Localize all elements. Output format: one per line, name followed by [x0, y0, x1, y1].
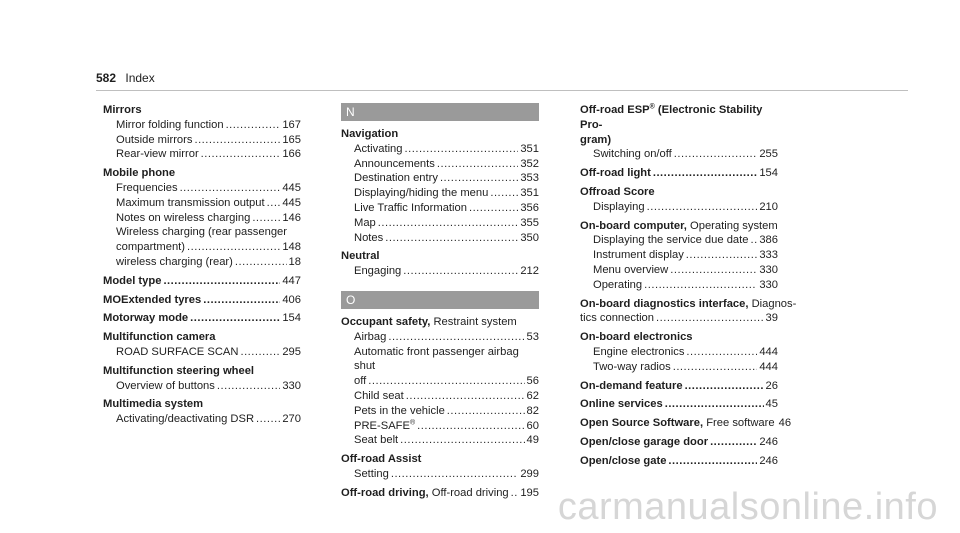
index-entry-mobile-phone [103, 166, 301, 270]
subentry-label: off [354, 375, 367, 388]
page-ref: 212 [520, 265, 539, 278]
index-subentry[interactable] [103, 412, 301, 427]
index-subentry[interactable] [580, 147, 778, 162]
index-entry-moextended-tyres[interactable] [103, 293, 301, 308]
subentry-label: Engaging [354, 265, 402, 278]
page-ref: 356 [520, 201, 539, 214]
page-ref: 270 [282, 413, 301, 426]
leader-dots [417, 419, 524, 434]
leader-dots [194, 133, 280, 148]
section-title: Index [125, 71, 155, 85]
subentry-label: Engine electronics [593, 345, 685, 358]
entry-qualifier: Diagnos- [751, 297, 797, 310]
page-ref: 386 [759, 234, 778, 247]
index-entry-offroad-assist [341, 452, 539, 482]
entry-qualifier: Restraint system [433, 315, 517, 328]
leader-dots [647, 200, 758, 215]
leader-dots [644, 278, 757, 293]
leader-dots [674, 147, 758, 162]
page-ref: 154 [759, 167, 778, 180]
leader-dots [668, 454, 757, 469]
entry-heading: Multimedia system [103, 398, 204, 411]
index-column-1 [103, 103, 301, 431]
index-subentry[interactable] [341, 404, 539, 419]
subentry-label: Overview of buttons [116, 379, 215, 392]
leader-dots [226, 118, 281, 133]
leader-dots [440, 171, 518, 186]
index-subentry[interactable] [103, 196, 301, 211]
subentry-label: Displaying/hiding the menu [354, 187, 489, 200]
subentry-label: Notes [354, 231, 384, 244]
leader-dots [235, 255, 287, 270]
index-subentry[interactable] [103, 379, 301, 394]
entry-heading: Open Source Software, [580, 417, 704, 430]
index-entry-onboard-computer [580, 219, 778, 293]
entry-heading: Off-road driving, [341, 486, 429, 499]
index-entry-navigation [341, 127, 539, 245]
page-ref: 330 [759, 278, 778, 291]
page-ref: 330 [759, 263, 778, 276]
entry-heading: Model type [103, 274, 162, 287]
index-entry-multifunction-camera [103, 330, 301, 360]
index-subentry[interactable] [341, 186, 539, 201]
leader-dots [685, 379, 764, 394]
registered-mark: ® [649, 103, 655, 111]
leader-dots [180, 181, 281, 196]
entry-qualifier-continued: tics connection [580, 312, 655, 325]
page-ref: 255 [759, 148, 778, 161]
page-ref: 210 [759, 200, 778, 213]
page-ref: 18 [288, 255, 301, 268]
subentry-label: Setting [354, 467, 389, 480]
leader-dots [385, 231, 518, 246]
index-entry-on-demand-feature[interactable] [580, 379, 778, 394]
index-entry-onboard-diagnostics[interactable] [580, 297, 797, 327]
subentry-label: Rear-view mirror [116, 148, 199, 161]
subentry-label: Live Traffic Information [354, 201, 467, 214]
subentry-label: ROAD SURFACE SCAN [116, 345, 239, 358]
leader-dots [368, 374, 524, 389]
entry-qualifier: Off-road driving [431, 486, 509, 499]
index-entry-model-type[interactable] [103, 274, 301, 289]
index-entry-open-close-gate[interactable] [580, 454, 778, 469]
entry-heading: Neutral [341, 250, 380, 263]
page-ref: 154 [282, 312, 301, 325]
leader-dots [256, 412, 280, 427]
page-ref: 445 [282, 196, 301, 209]
page-ref: 330 [282, 379, 301, 392]
subentry-label-wrapped: Wireless charging (rear passenger [116, 226, 287, 239]
page-ref: 299 [520, 467, 539, 480]
entry-heading: On-demand feature [580, 379, 683, 392]
leader-dots [203, 293, 280, 308]
subentry-label: Seat belt [354, 434, 399, 447]
index-subentry[interactable] [341, 433, 539, 448]
index-subentry[interactable] [580, 278, 778, 293]
leader-dots [673, 360, 758, 375]
page-ref: 447 [282, 274, 301, 287]
index-subentry[interactable] [103, 118, 301, 133]
header-divider [96, 90, 908, 91]
index-subentry[interactable] [341, 171, 539, 186]
index-entry-multimedia-system [103, 397, 301, 427]
leader-dots [252, 211, 280, 226]
index-entry-offroad-score [580, 185, 778, 215]
entry-heading: Navigation [341, 128, 399, 140]
leader-dots [388, 330, 524, 345]
index-subentry[interactable] [103, 255, 301, 270]
index-subentry[interactable] [580, 360, 778, 375]
page-ref: 295 [282, 345, 301, 358]
subentry-label: Announcements [354, 157, 435, 170]
entry-heading: Multifunction camera [103, 331, 216, 344]
index-subentry[interactable] [103, 345, 301, 360]
subentry-label-wrapped: Automatic front passenger airbag shut [354, 345, 519, 373]
page-ref: 353 [520, 172, 539, 185]
index-subentry[interactable] [341, 216, 539, 231]
page-ref: 39 [765, 312, 778, 325]
leader-dots [686, 345, 757, 360]
entry-qualifier: Free software [706, 417, 775, 430]
leader-dots [490, 186, 518, 201]
subentry-label: compartment) [116, 241, 186, 254]
page-ref: 26 [765, 379, 778, 392]
index-subentry[interactable] [341, 467, 539, 482]
page-ref: 167 [282, 118, 301, 131]
page-ref: 62 [526, 389, 539, 402]
subentry-label: wireless charging (rear) [116, 255, 233, 268]
page-ref: 445 [282, 181, 301, 194]
entry-heading-continued: gram) [580, 133, 612, 146]
entry-heading: Off-road Assist [341, 453, 422, 466]
page-ref: 444 [759, 360, 778, 373]
page-ref: 45 [765, 398, 778, 411]
leader-dots [267, 196, 281, 211]
page-ref: 355 [520, 216, 539, 229]
leader-dots [665, 397, 764, 412]
entry-heading: Open/close garage door [580, 435, 709, 448]
subentry-label: Notes on wireless charging [116, 211, 251, 224]
index-subentry[interactable] [341, 157, 539, 172]
entry-heading: Mirrors [103, 104, 142, 116]
subentry-label: Operating [593, 278, 643, 291]
page-ref: 333 [759, 249, 778, 262]
entry-heading: Offroad Score [580, 185, 655, 198]
leader-dots [670, 263, 757, 278]
leader-dots [400, 433, 524, 448]
page-ref: 444 [759, 345, 778, 358]
page-ref: 165 [282, 133, 301, 146]
index-subentry[interactable] [341, 142, 539, 157]
leader-dots [437, 157, 518, 172]
page-ref: 56 [526, 375, 539, 388]
page-ref: 352 [520, 157, 539, 170]
subentry-label: Destination entry [354, 172, 438, 185]
leader-dots [447, 404, 525, 419]
index-subentry[interactable] [341, 374, 539, 389]
leader-dots [391, 467, 518, 482]
subentry-label: Activating [354, 142, 403, 155]
page-ref: 166 [282, 148, 301, 161]
entry-heading: On-board computer, [580, 219, 687, 232]
index-entry-onboard-electronics [580, 330, 778, 374]
subentry-label: Airbag [354, 330, 387, 343]
index-entry-motorway-mode[interactable] [103, 311, 301, 326]
leader-dots [190, 311, 280, 326]
entry-heading: MOExtended tyres [103, 293, 202, 306]
subentry-label: Outside mirrors [116, 133, 193, 146]
page-ref: 195 [520, 486, 539, 499]
subentry-label: Child seat [354, 389, 404, 402]
leader-dots [187, 240, 280, 255]
index-entry-occupant-safety [341, 315, 539, 448]
entry-heading: Off-road ESP® (Electronic Stability Pro- [580, 103, 763, 131]
leader-dots [750, 233, 757, 248]
page-ref: 246 [759, 435, 778, 448]
page-ref: 351 [520, 142, 539, 155]
leader-dots [240, 345, 280, 360]
index-subentry[interactable] [580, 263, 778, 278]
page-ref: 406 [282, 293, 301, 306]
subentry-label: Maximum transmission output [116, 196, 265, 209]
subentry-label: Mirror folding function [116, 118, 224, 131]
page-header [96, 71, 155, 85]
entry-heading: Multifunction steering wheel [103, 364, 255, 377]
index-subentry[interactable] [341, 201, 539, 216]
page-ref: 46 [778, 417, 792, 430]
index-subentry[interactable] [103, 133, 301, 148]
subentry-label: Frequencies [116, 181, 178, 194]
index-entry-neutral [341, 249, 539, 279]
letter-divider-o: O [341, 291, 539, 309]
index-subentry[interactable] [341, 419, 539, 434]
index-subentry[interactable] [103, 147, 301, 162]
leader-dots [378, 216, 519, 231]
leader-dots [653, 166, 757, 181]
page-ref: 53 [526, 330, 539, 343]
leader-dots [656, 311, 764, 326]
subentry-label: Displaying the service due date [593, 234, 749, 247]
subentry-label: Map [354, 216, 376, 229]
page-ref: 49 [526, 434, 539, 447]
page-ref: 60 [526, 419, 539, 432]
leader-dots [201, 147, 281, 162]
page-ref: 350 [520, 231, 539, 244]
index-subentry[interactable] [580, 248, 778, 263]
subentry-label: Instrument display [593, 249, 684, 262]
page-number: 582 [96, 71, 117, 85]
subentry-label: Two-way radios [593, 360, 671, 373]
index-subentry[interactable] [341, 231, 539, 246]
page-ref: 146 [282, 211, 301, 224]
page-ref: 82 [526, 404, 539, 417]
index-subentry[interactable] [103, 211, 301, 226]
index-column-2 [341, 103, 539, 505]
entry-heading: Off-road light [580, 167, 651, 180]
leader-dots [686, 248, 758, 263]
index-column-3 [580, 103, 797, 473]
leader-dots [163, 274, 280, 289]
entry-heading: Open/close gate [580, 454, 667, 467]
page-ref: 148 [282, 241, 301, 254]
watermark: carmanualsonline.info [557, 486, 938, 528]
leader-dots [710, 435, 757, 450]
index-entry-open-source-software[interactable] [580, 416, 792, 431]
index-entry-offroad-esp [580, 103, 778, 162]
entry-heading: On-board diagnostics interface, [580, 297, 749, 310]
leader-dots [403, 264, 518, 279]
index-entry-mirrors [103, 103, 301, 162]
index-subentry[interactable] [580, 233, 778, 248]
subentry-label: Pets in the vehicle [354, 404, 445, 417]
index-entry-online-services[interactable] [580, 397, 778, 412]
index-subentry[interactable] [341, 330, 539, 345]
subentry-label: PRE-SAFE® [354, 418, 416, 432]
entry-heading: Mobile phone [103, 167, 176, 180]
page-ref: 351 [520, 187, 539, 200]
subentry-label: Switching on/off [593, 148, 672, 161]
leader-dots [405, 142, 519, 157]
index-subentry[interactable] [103, 181, 301, 196]
entry-heading: Motorway mode [103, 312, 189, 325]
index-entry-open-close-garage-door[interactable] [580, 435, 778, 450]
leader-dots [469, 201, 518, 216]
index-subentry[interactable] [341, 264, 539, 279]
leader-dots [406, 389, 525, 404]
subentry-label: Displaying [593, 200, 645, 213]
entry-heading: On-board electronics [580, 331, 693, 344]
index-subentry[interactable] [341, 389, 539, 404]
index-subentry[interactable] [580, 345, 778, 360]
entry-qualifier: Operating system [690, 219, 778, 232]
index-subentry[interactable] [103, 240, 301, 255]
entry-heading: Occupant safety, [341, 315, 431, 328]
subentry-label: Menu overview [593, 263, 669, 276]
subentry-label: Activating/deactivating DSR [116, 413, 255, 426]
index-entry-multifunction-steering-wheel [103, 364, 301, 394]
index-entry-offroad-light[interactable] [580, 166, 778, 181]
registered-mark: ® [409, 418, 416, 426]
entry-heading: Online services [580, 398, 663, 411]
leader-dots [217, 379, 280, 394]
index-subentry[interactable] [580, 200, 778, 215]
page-ref: 246 [759, 454, 778, 467]
letter-divider-n: N [341, 103, 539, 121]
